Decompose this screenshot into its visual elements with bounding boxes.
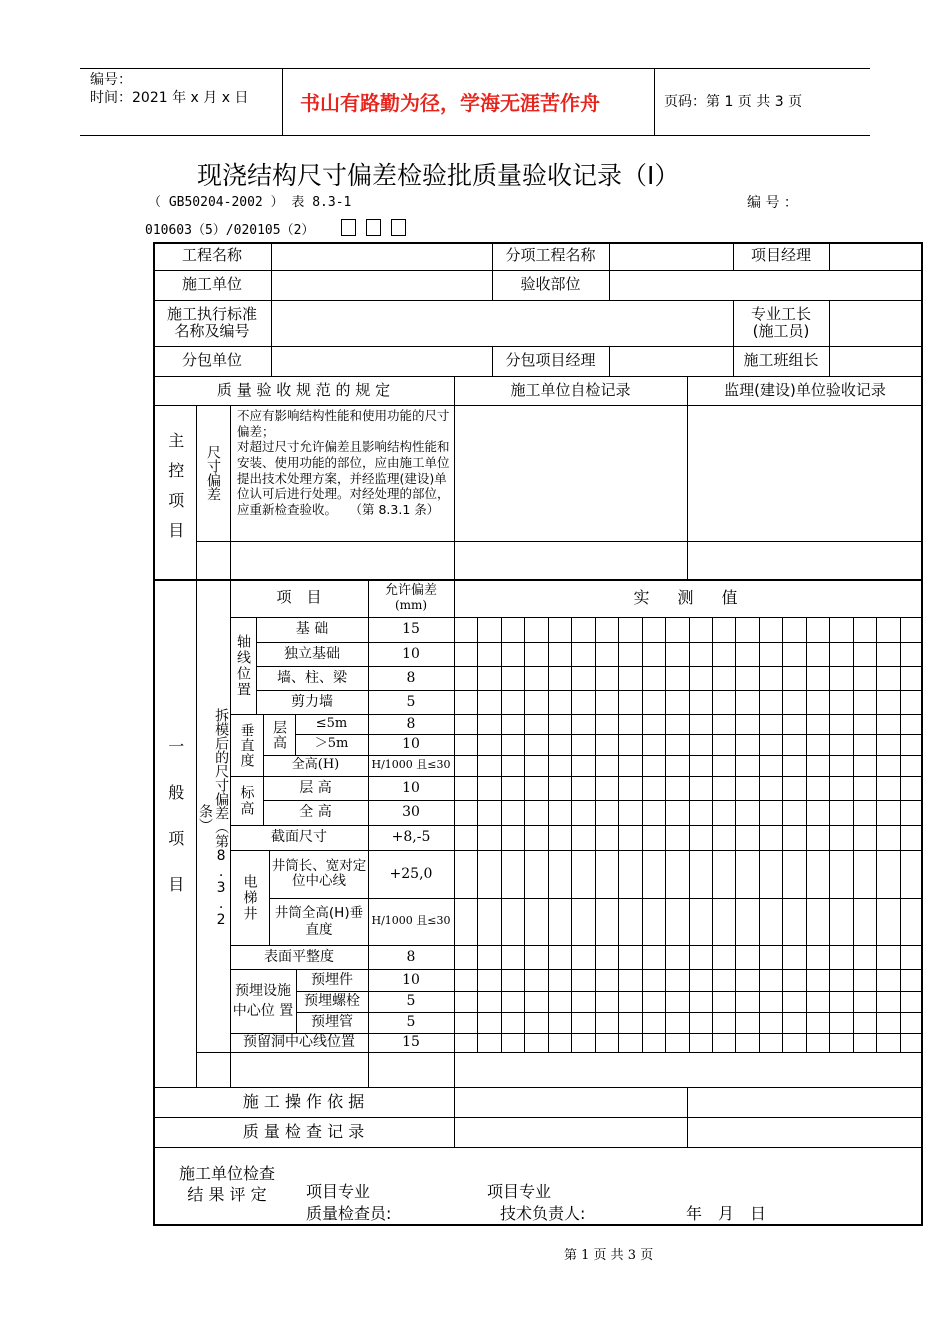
inspector-line2: 质量检查员: <box>306 1204 392 1223</box>
grid-row-line <box>454 714 923 715</box>
grid-row-line <box>454 825 923 826</box>
axis-row-value: 10 <box>402 645 420 662</box>
flatness-value: 8 <box>406 948 416 965</box>
axis-group: 轴线位置 <box>235 633 252 698</box>
axis-row-name: 剪力墙 <box>291 693 333 710</box>
main-control-sub-label: 尺寸偏差 <box>205 445 222 501</box>
embedded-row-value: 10 <box>402 971 420 988</box>
grid-row-line <box>454 991 923 992</box>
story-row-name: ＞5m <box>314 736 349 752</box>
grid-column-line <box>618 617 619 1052</box>
embedded-row-name: 预埋管 <box>311 1014 353 1031</box>
axis-row-value: 5 <box>406 693 416 710</box>
label-team-leader: 施工班组长 <box>743 351 819 370</box>
motto: 书山有路勤为径，学海无涯苦作舟 <box>300 91 600 115</box>
label-foreman: 专业工长 (施工员) <box>750 304 811 340</box>
header-spec: 质 量 验 收 规 范 的 规 定 <box>216 380 391 399</box>
full-height-value: H/1000 且≤30 <box>371 758 451 772</box>
elevation-group: 标高 <box>238 784 255 817</box>
grid-column-line <box>876 617 877 1052</box>
elevation-row-value: 10 <box>402 779 420 796</box>
label-subcontractor: 分包单位 <box>181 351 242 370</box>
main-control-label: 主控项目 <box>165 432 185 552</box>
record-label: 质 量 检 查 记 录 <box>242 1121 365 1141</box>
grid-row-line <box>454 690 923 691</box>
elevator-row-value: H/1000 且≤30 <box>371 914 451 928</box>
flatness-name: 表面平整度 <box>264 948 334 965</box>
header-self-check: 施工单位自检记录 <box>510 380 631 399</box>
grid-row-line <box>454 666 923 667</box>
general-sub-label: 拆模后的尺寸偏差（第8.3.2条） <box>197 707 230 928</box>
elevation-row-value: 30 <box>402 804 420 821</box>
date-line: 年 月 日 <box>686 1204 767 1223</box>
story-row-value: 8 <box>406 715 416 732</box>
grid-row-line <box>454 1012 923 1013</box>
grid-column-line <box>571 617 572 1052</box>
story-row-value: 10 <box>402 736 420 753</box>
item-header: 项 目 <box>276 588 322 607</box>
label-sub-project-manager: 分包项目经理 <box>505 351 596 370</box>
reserved-hole-value: 15 <box>402 1034 420 1051</box>
main-control-text: 不应有影响结构性能和使用功能的尺寸偏差； 对超过尺寸允许偏差且影响结构性能和安装、使用功能的部位，应由施工单位提出技术处理方案，并经监理(建设)单位认可后进行处理。对经处理的部位，应重新检查验收。 （第 8.3.1 条） <box>237 408 450 517</box>
code-box[interactable] <box>366 219 381 236</box>
grid-column-line <box>595 617 596 1052</box>
grid-column-line <box>548 617 549 1052</box>
embedded-group: 预埋设施中心位 置 <box>232 982 294 1019</box>
label-project-name: 工程名称 <box>181 246 242 265</box>
page-title: 现浇结构尺寸偏差检验批质量验收记录（I） <box>197 161 680 190</box>
grid-column-line <box>829 617 830 1052</box>
embedded-row-value: 5 <box>406 993 416 1010</box>
grid-column-line <box>477 617 478 1052</box>
page-footer: 第 1 页 共 3 页 <box>564 1248 654 1263</box>
code-box[interactable] <box>391 219 406 236</box>
label-sub-project-name: 分项工程名称 <box>505 246 596 265</box>
measured-header: 实 测 值 <box>633 587 744 607</box>
grid-row-line <box>454 800 923 801</box>
grid-row-line <box>454 755 923 756</box>
grid-row-line <box>454 850 923 851</box>
allow-header <box>368 579 454 617</box>
code-label: 编 号 ： <box>747 195 798 211</box>
grid-row-line <box>454 945 923 946</box>
axis-row-name: 墙、柱、梁 <box>277 669 347 686</box>
elevator-row-name: 井筒长、宽对定位中心线 <box>271 858 367 889</box>
grid-column-line <box>712 617 713 1052</box>
section-value: +8,-5 <box>391 829 431 846</box>
embedded-row-name: 预埋螺栓 <box>304 993 360 1010</box>
embedded-row-value: 5 <box>406 1014 416 1031</box>
grid-row-line <box>454 776 923 777</box>
basis-label: 施 工 操 作 依 据 <box>242 1091 365 1111</box>
label-exec-standard: 施工执行标准 名称及编号 <box>166 304 257 340</box>
page-info: 页码：第 1 页 共 3 页 <box>664 94 803 110</box>
grid-column-line <box>665 617 666 1052</box>
embedded-row-name: 预埋件 <box>311 971 353 988</box>
elevator-row-name: 井筒全高(H)垂直度 <box>274 905 364 938</box>
story-row-name: ≤5m <box>315 715 348 731</box>
reserved-hole-name: 预留洞中心线位置 <box>243 1034 355 1051</box>
axis-row-value: 8 <box>406 669 416 686</box>
grid-column-line <box>735 617 736 1052</box>
elevator-group: 电梯井 <box>241 873 258 922</box>
grid-column-line <box>782 617 783 1052</box>
section-name: 截面尺寸 <box>271 829 327 846</box>
standard-ref: （ GB50204-2002 ） 表 8.3-1 <box>148 195 352 210</box>
grid-column-line <box>806 617 807 1052</box>
elevator-row-value: +25,0 <box>389 865 433 882</box>
inspector-line1: 项目专业 <box>306 1182 371 1201</box>
form-code: 010603（5）/020105（2） <box>145 223 315 238</box>
allow-header-unit: (mm) <box>394 597 428 612</box>
full-height-name: 全高(H) <box>291 757 340 773</box>
number-label: 编号： <box>90 72 132 88</box>
conclusion-label: 施工单位检查 结 果 评 定 <box>178 1164 275 1204</box>
grid-row-line <box>454 898 923 899</box>
grid-row-line <box>454 969 923 970</box>
grid-column-line <box>524 617 525 1052</box>
grid-column-line <box>900 617 901 1052</box>
vertical-group: 垂直度 <box>238 722 255 768</box>
grid-column-line <box>642 617 643 1052</box>
axis-row-name: 独立基础 <box>284 645 340 662</box>
grid-column-line <box>853 617 854 1052</box>
header-supervision: 监理(建设)单位验收记录 <box>724 380 886 399</box>
grid-row-line <box>454 642 923 643</box>
axis-row-value: 15 <box>402 621 420 638</box>
elevation-row-name: 全 高 <box>299 804 332 821</box>
grid-row-line <box>454 1033 923 1034</box>
grid-column-line <box>759 617 760 1052</box>
label-acceptance-part: 验收部位 <box>520 275 581 294</box>
axis-row-name: 基 础 <box>295 621 329 638</box>
label-project-manager: 项目经理 <box>750 246 811 265</box>
story-label: 层高 <box>271 719 288 750</box>
tech-line1: 项目专业 <box>487 1182 552 1201</box>
grid-column-line <box>689 617 690 1052</box>
elevation-row-name: 层 高 <box>299 779 332 796</box>
time-label: 时间：2021 年 x 月 x 日 <box>90 90 249 106</box>
label-construction-unit: 施工单位 <box>181 275 242 294</box>
tech-line2: 技术负责人: <box>500 1204 586 1223</box>
grid-column-line <box>501 617 502 1052</box>
allow-header-label: 允许偏差 <box>384 582 437 598</box>
code-box[interactable] <box>341 219 356 236</box>
general-label: 一般项目 <box>165 738 185 922</box>
grid-row-line <box>454 734 923 735</box>
